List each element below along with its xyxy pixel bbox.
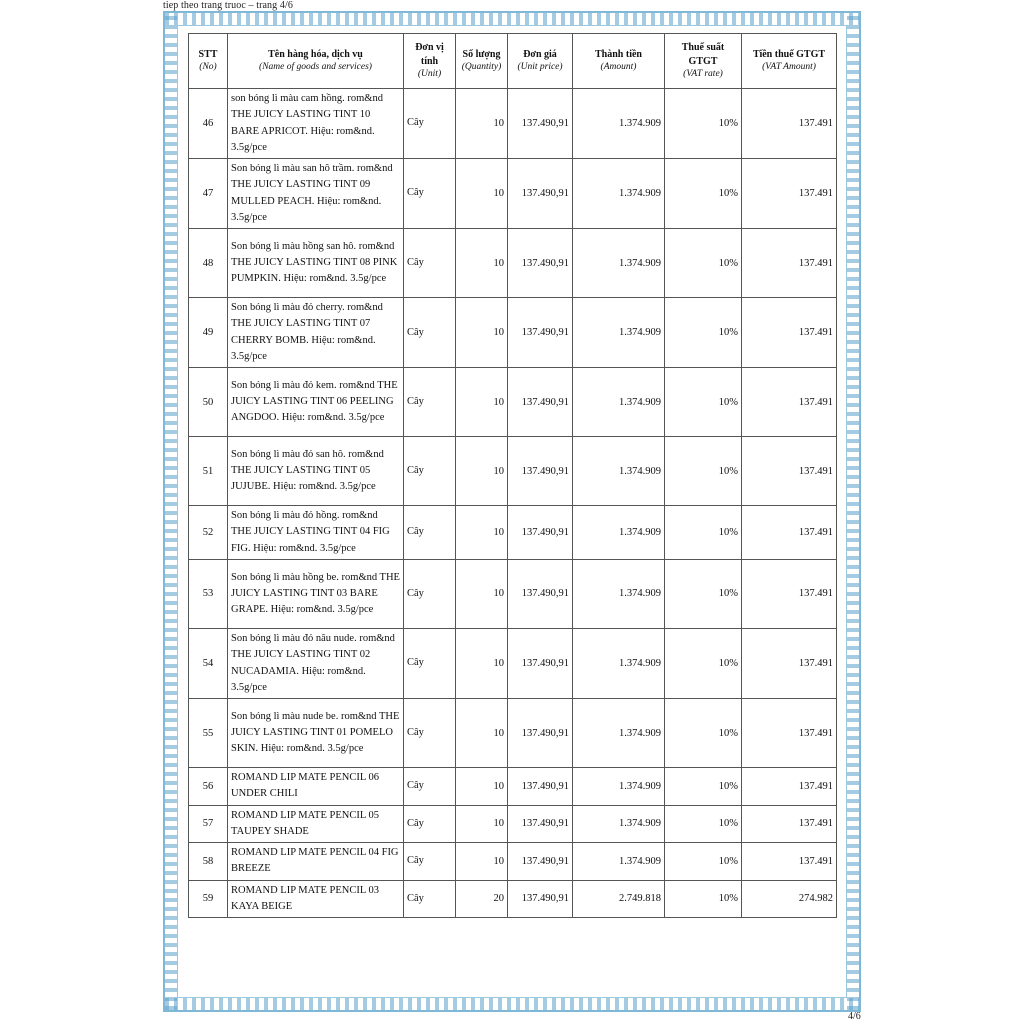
cell-quantity: 10 <box>456 843 508 881</box>
cell-amount: 1.374.909 <box>573 628 665 698</box>
cell-unit: Cây <box>404 506 456 560</box>
cell-vat-rate: 10% <box>665 437 742 506</box>
cell-vat-amount: 274.982 <box>742 880 837 918</box>
cell-unit-price: 137.490,91 <box>508 437 573 506</box>
cell-amount: 1.374.909 <box>573 843 665 881</box>
cell-unit-price: 137.490,91 <box>508 229 573 298</box>
cell-unit-price: 137.490,91 <box>508 506 573 560</box>
cell-vat-amount: 137.491 <box>742 89 837 159</box>
header-name-vi: Tên hàng hóa, dịch vụ <box>268 48 363 60</box>
cell-unit-price: 137.490,91 <box>508 89 573 159</box>
cell-name: Son bóng lì màu đỏ san hô. rom&nd THE JUICY LASTING TINT 05 JUJUBE. Hiệu: rom&nd. 3.5g/pce <box>228 437 404 506</box>
cell-vat-rate: 10% <box>665 506 742 560</box>
cell-unit-price: 137.490,91 <box>508 768 573 806</box>
table-row <box>189 768 837 806</box>
cell-vat-amount: 137.491 <box>742 298 837 368</box>
table-row <box>189 628 837 698</box>
cell-quantity: 10 <box>456 298 508 368</box>
cell-unit: Cây <box>404 843 456 881</box>
cell-name: son bóng lì màu cam hồng. rom&nd THE JUICY LASTING TINT 10 BARE APRICOT. Hiệu: rom&nd. 3.5g/pce <box>228 89 404 159</box>
cell-vat-rate: 10% <box>665 768 742 806</box>
cell-vat-rate: 10% <box>665 880 742 918</box>
page-header-note: tiep theo trang truoc – trang 4/6 <box>163 0 293 11</box>
cell-name: ROMAND LIP MATE PENCIL 06 UNDER CHILI <box>228 768 404 806</box>
cell-quantity: 10 <box>456 437 508 506</box>
table-row <box>189 298 837 368</box>
cell-vat-amount: 137.491 <box>742 699 837 768</box>
cell-no: 52 <box>189 506 228 560</box>
cell-quantity: 10 <box>456 805 508 843</box>
cell-unit: Cây <box>404 437 456 506</box>
cell-name: ROMAND LIP MATE PENCIL 04 FIG BREEZE <box>228 843 404 881</box>
cell-vat-rate: 10% <box>665 628 742 698</box>
cell-no: 48 <box>189 229 228 298</box>
cell-unit-price: 137.490,91 <box>508 368 573 437</box>
cell-vat-rate: 10% <box>665 699 742 768</box>
cell-vat-amount: 137.491 <box>742 768 837 806</box>
cell-quantity: 20 <box>456 880 508 918</box>
cell-amount: 1.374.909 <box>573 159 665 229</box>
header-vat-amount-en: (VAT Amount) <box>762 62 816 73</box>
header-vat-rate <box>665 34 742 89</box>
cell-unit: Cây <box>404 89 456 159</box>
header-no-en: (No) <box>199 62 217 73</box>
cell-no: 46 <box>189 89 228 159</box>
cell-quantity: 10 <box>456 89 508 159</box>
cell-quantity: 10 <box>456 768 508 806</box>
cell-unit-price: 137.490,91 <box>508 159 573 229</box>
table-row <box>189 699 837 768</box>
cell-vat-rate: 10% <box>665 559 742 628</box>
cell-amount: 1.374.909 <box>573 298 665 368</box>
cell-unit: Cây <box>404 559 456 628</box>
cell-unit: Cây <box>404 880 456 918</box>
cell-name: Son bóng lì màu hồng be. rom&nd THE JUICY LASTING TINT 03 BARE GRAPE. Hiệu: rom&nd. 3.5g/pce <box>228 559 404 628</box>
cell-vat-rate: 10% <box>665 229 742 298</box>
invoice-items-table <box>188 33 837 918</box>
table-header-row <box>189 34 837 89</box>
cell-name: Son bóng lì màu san hô trầm. rom&nd THE JUICY LASTING TINT 09 MULLED PEACH. Hiệu: rom&nd. 3.5g/pce <box>228 159 404 229</box>
header-unit-price <box>508 34 573 89</box>
cell-amount: 1.374.909 <box>573 368 665 437</box>
cell-no: 59 <box>189 880 228 918</box>
header-amount-en: (Amount) <box>600 62 637 73</box>
cell-amount: 1.374.909 <box>573 805 665 843</box>
cell-vat-amount: 137.491 <box>742 843 837 881</box>
cell-name: Son bóng lì màu đỏ hồng. rom&nd THE JUICY LASTING TINT 04 FIG FIG. Hiệu: rom&nd. 3.5g/pce <box>228 506 404 560</box>
table-row <box>189 368 837 437</box>
cell-unit: Cây <box>404 768 456 806</box>
cell-vat-rate: 10% <box>665 843 742 881</box>
cell-vat-amount: 137.491 <box>742 559 837 628</box>
cell-vat-amount: 137.491 <box>742 805 837 843</box>
cell-vat-amount: 137.491 <box>742 437 837 506</box>
cell-amount: 1.374.909 <box>573 437 665 506</box>
header-vat-rate-en: (VAT rate) <box>683 69 723 80</box>
cell-vat-rate: 10% <box>665 298 742 368</box>
cell-name: Son bóng lì màu đỏ kem. rom&nd THE JUICY LASTING TINT 06 PEELING ANGDOO. Hiệu: rom&nd. 3.5g/pce <box>228 368 404 437</box>
cell-quantity: 10 <box>456 229 508 298</box>
header-quantity-vi: Số lượng <box>462 48 501 60</box>
header-amount <box>573 34 665 89</box>
header-vat-amount <box>742 34 837 89</box>
header-vat-rate-vi: Thuế suất GTGT <box>681 42 725 67</box>
cell-no: 54 <box>189 628 228 698</box>
cell-unit: Cây <box>404 229 456 298</box>
cell-vat-rate: 10% <box>665 89 742 159</box>
cell-vat-amount: 137.491 <box>742 159 837 229</box>
header-quantity-en: (Quantity) <box>461 62 502 73</box>
cell-amount: 2.749.818 <box>573 880 665 918</box>
cell-vat-amount: 137.491 <box>742 506 837 560</box>
cell-no: 49 <box>189 298 228 368</box>
cell-no: 56 <box>189 768 228 806</box>
header-unit <box>404 34 456 89</box>
cell-no: 57 <box>189 805 228 843</box>
header-name <box>228 34 404 89</box>
cell-no: 51 <box>189 437 228 506</box>
cell-vat-amount: 137.491 <box>742 229 837 298</box>
cell-unit: Cây <box>404 628 456 698</box>
header-unit-vi: Đơn vị tính <box>415 42 444 67</box>
cell-unit-price: 137.490,91 <box>508 880 573 918</box>
page-number: 4/6 <box>848 1011 861 1022</box>
cell-quantity: 10 <box>456 699 508 768</box>
header-unit-en: (Unit) <box>417 69 442 80</box>
header-no-vi: STT <box>198 48 218 60</box>
cell-vat-amount: 137.491 <box>742 368 837 437</box>
cell-unit: Cây <box>404 699 456 768</box>
cell-amount: 1.374.909 <box>573 559 665 628</box>
cell-vat-rate: 10% <box>665 805 742 843</box>
table-row <box>189 880 837 918</box>
cell-quantity: 10 <box>456 159 508 229</box>
cell-name: ROMAND LIP MATE PENCIL 03 KAYA BEIGE <box>228 880 404 918</box>
table-row <box>189 229 837 298</box>
cell-unit: Cây <box>404 805 456 843</box>
cell-quantity: 10 <box>456 368 508 437</box>
cell-name: ROMAND LIP MATE PENCIL 05 TAUPEY SHADE <box>228 805 404 843</box>
table-row <box>189 805 837 843</box>
cell-unit-price: 137.490,91 <box>508 559 573 628</box>
cell-no: 47 <box>189 159 228 229</box>
header-name-en: (Name of goods and services) <box>259 62 372 73</box>
cell-no: 58 <box>189 843 228 881</box>
cell-unit-price: 137.490,91 <box>508 843 573 881</box>
header-quantity <box>456 34 508 89</box>
cell-name: Son bóng lì màu nude be. rom&nd THE JUICY LASTING TINT 01 POMELO SKIN. Hiệu: rom&nd. 3.5g/pce <box>228 699 404 768</box>
cell-quantity: 10 <box>456 628 508 698</box>
cell-no: 50 <box>189 368 228 437</box>
cell-quantity: 10 <box>456 506 508 560</box>
cell-name: Son bóng lì màu đỏ nâu nude. rom&nd THE JUICY LASTING TINT 02 NUCADAMIA. Hiệu: rom&nd. 3.5g/pce <box>228 628 404 698</box>
table-row <box>189 89 837 159</box>
cell-no: 53 <box>189 559 228 628</box>
table-row <box>189 437 837 506</box>
header-unit-price-en: (Unit price) <box>517 62 563 73</box>
header-no <box>189 34 228 89</box>
cell-no: 55 <box>189 699 228 768</box>
cell-unit-price: 137.490,91 <box>508 699 573 768</box>
cell-name: Son bóng lì màu đỏ cherry. rom&nd THE JUICY LASTING TINT 07 CHERRY BOMB. Hiệu: rom&nd. 3.5g/pce <box>228 298 404 368</box>
header-vat-amount-vi: Tiền thuế GTGT <box>752 48 826 60</box>
cell-amount: 1.374.909 <box>573 89 665 159</box>
cell-vat-amount: 137.491 <box>742 628 837 698</box>
header-amount-vi: Thành tiền <box>595 48 642 60</box>
header-unit-price-vi: Đơn giá <box>523 48 557 60</box>
table-row <box>189 843 837 881</box>
cell-amount: 1.374.909 <box>573 229 665 298</box>
cell-unit-price: 137.490,91 <box>508 298 573 368</box>
cell-amount: 1.374.909 <box>573 768 665 806</box>
cell-unit: Cây <box>404 368 456 437</box>
cell-unit: Cây <box>404 298 456 368</box>
cell-unit: Cây <box>404 159 456 229</box>
cell-name: Son bóng lì màu hồng san hô. rom&nd THE JUICY LASTING TINT 08 PINK PUMPKIN. Hiệu: rom&nd. 3.5g/pce <box>228 229 404 298</box>
table-row <box>189 159 837 229</box>
cell-vat-rate: 10% <box>665 368 742 437</box>
cell-vat-rate: 10% <box>665 159 742 229</box>
table-row <box>189 506 837 560</box>
cell-unit-price: 137.490,91 <box>508 805 573 843</box>
cell-amount: 1.374.909 <box>573 699 665 768</box>
cell-unit-price: 137.490,91 <box>508 628 573 698</box>
cell-quantity: 10 <box>456 559 508 628</box>
cell-amount: 1.374.909 <box>573 506 665 560</box>
table-row <box>189 559 837 628</box>
